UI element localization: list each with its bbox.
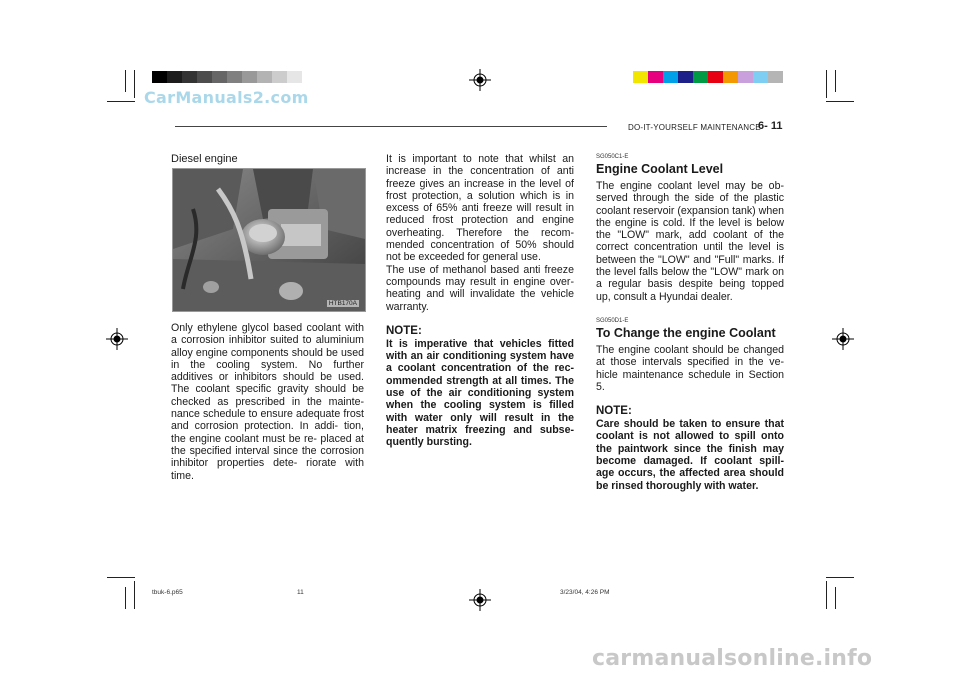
crop-mark: [125, 587, 126, 609]
site-watermark[interactable]: CarManuals2.com: [144, 88, 309, 107]
crop-mark: [125, 70, 126, 92]
section-code: SG050D1-E: [596, 317, 629, 324]
note-text: Care should be taken to ensure that coolant is not allowed to spill onto the paintwork since the finish may become damaged. If coolant spill- age occurs, the affected area should be rinsed thoroughly with water.: [596, 418, 784, 492]
left-column: [171, 322, 364, 482]
grayscale-swatch: [212, 71, 227, 83]
crop-mark: [826, 577, 854, 578]
crop-mark: [107, 577, 135, 578]
crop-mark: [835, 587, 836, 609]
page-number: 6- 11: [758, 120, 783, 132]
color-swatch: [708, 71, 723, 83]
note-heading: NOTE:: [596, 405, 632, 418]
crop-mark: [134, 581, 135, 609]
methanol-paragraph: The use of methanol based anti freeze compounds may result in engine over- heating and will invalidate the vehicle warranty.: [386, 263, 574, 313]
figure-code: HTB170A: [328, 300, 357, 307]
note-heading: NOTE:: [386, 324, 422, 337]
site-watermark-footer[interactable]: carmanualsonline.info: [592, 646, 873, 671]
figure-caption: Diesel engine: [171, 153, 238, 165]
grayscale-swatch: [152, 71, 167, 83]
print-timestamp: 3/23/04, 4:26 PM: [560, 589, 610, 596]
color-swatch: [648, 71, 663, 83]
right-column: [596, 153, 784, 492]
header-rule: [175, 126, 607, 127]
section-heading: Engine Coolant Level: [596, 162, 724, 176]
color-swatch: [663, 71, 678, 83]
grayscale-swatch: [257, 71, 272, 83]
antifreeze-paragraph: It is important to note that whilst an increase in the concentration of anti freeze gives an increase in the level of frost protection, a solution which is in excess of 65% anti freeze will result in reduced frost protection and engine overheating. Therefore the recom- mended concentration of 50% should not be exceeded for general use.: [386, 153, 574, 264]
coolant-level-paragraph: The engine coolant level may be ob- served through the side of the plastic coolant reservoir (expansion tank) when the engine is cold. If the level is below the "LOW" mark, add coolant of the correct concentration until the level is between the "LOW" and "Full" marks. If the level falls below the "LOW" mark on a regular basis despite being topped up, consult a Hyundai dealer.: [596, 180, 784, 303]
section-heading: To Change the engine Coolant: [596, 325, 776, 340]
color-swatch: [693, 71, 708, 83]
note-text: It is imperative that vehicles fitted with an air conditioning system have a coolant concentration of the rec- ommended strength at all times. The use of the air conditioning system when the cooling system is filled with water only will result in the heater matrix freezing and subse- quently bursting.: [386, 337, 574, 449]
grayscale-swatch: [197, 71, 212, 83]
engine-photo: [172, 168, 366, 312]
section-title: DO-IT-YOURSELF MAINTENANCE: [628, 123, 761, 132]
footer-page-number: 11: [297, 589, 304, 596]
registration-mark-icon: [832, 328, 854, 350]
grayscale-swatch: [167, 71, 182, 83]
color-swatch: [753, 71, 768, 83]
registration-mark-icon: [469, 69, 491, 91]
grayscale-swatch: [287, 71, 302, 83]
grayscale-swatch: [242, 71, 257, 83]
crop-mark: [134, 70, 135, 98]
middle-column: [386, 153, 574, 449]
crop-mark: [835, 70, 836, 92]
grayscale-calibration-bar: [152, 71, 302, 83]
color-swatch: [768, 71, 783, 83]
crop-mark: [826, 101, 854, 102]
grayscale-swatch: [227, 71, 242, 83]
color-swatch: [633, 71, 648, 83]
color-swatch: [738, 71, 753, 83]
section-code: SG050C1-E: [596, 154, 629, 160]
color-swatch: [678, 71, 693, 83]
crop-mark: [826, 70, 827, 98]
crop-mark: [826, 581, 827, 609]
engine-bay-illustration: [173, 169, 365, 311]
grayscale-swatch: [272, 71, 287, 83]
coolant-paragraph: Only ethylene glycol based coolant with a corrosion inhibitor suited to aluminium alloy engine components should be used in the cooling system. No further additives or inhibitors should be used. The coolant specific gravity should be checked as prescribed in the mainte- nance schedule to ensure adequate frost and corrosion protection. In addi- tion, the engine coolant must be re- placed at the specified interval since the corrosion inhibitor properties dete- riorate with time.: [171, 322, 364, 482]
crop-mark: [107, 101, 135, 102]
color-swatch: [723, 71, 738, 83]
color-calibration-bar: [633, 71, 783, 83]
file-name: tbuk-6.p65: [152, 589, 183, 596]
coolant-change-paragraph: The engine coolant should be changed at those intervals specified in the ve- hicle maintenance schedule in Section 5.: [596, 343, 784, 393]
grayscale-swatch: [182, 71, 197, 83]
registration-mark-icon: [106, 328, 128, 350]
registration-mark-icon: [469, 589, 491, 611]
